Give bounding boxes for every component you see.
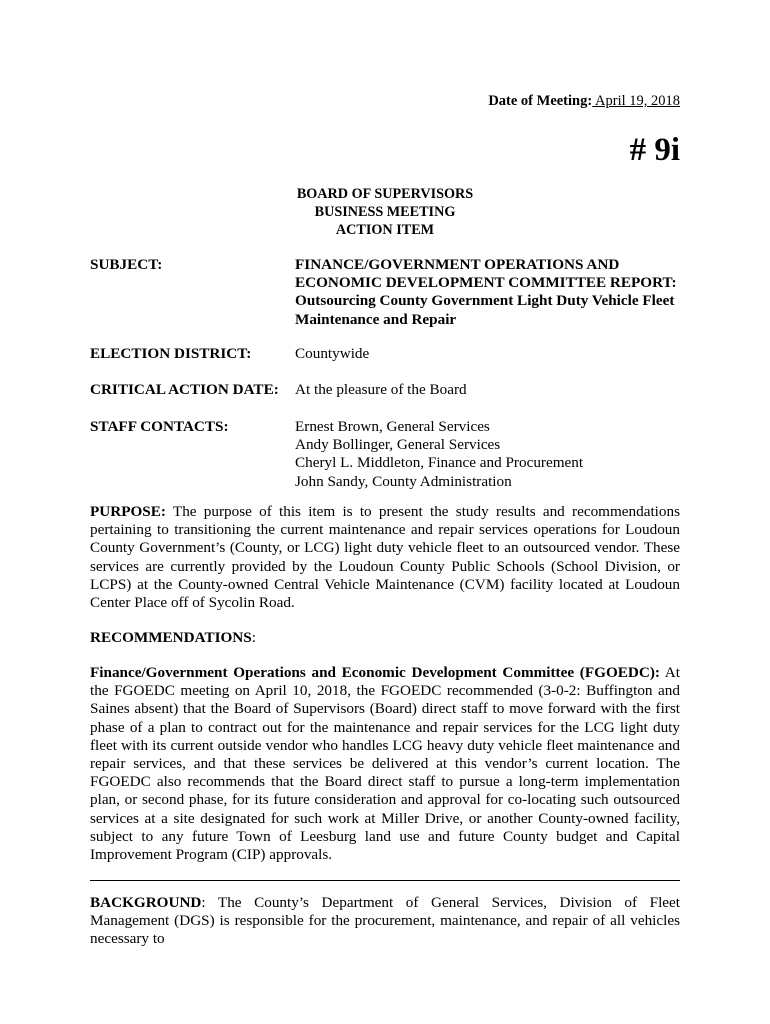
meeting-date [488,92,680,110]
recommendations-text: At the FGOEDC meeting on April 10, 2018, the FGOEDC recommended (3-0-2: Buffington and Saines absent) that the Board of Supervisors (Board) direct staff to move forward with the first phase of a plan to contract out for the maintenance and repair services for the LCG light duty fleet with its current outside vendor who handles LCG heavy duty vehicle fleet maintenance and repair services, and that these services be delivered at this vendor’s current location. The FGOEDC also recommends that the Board direct staff to pursue a long-term implementation plan, or second phase, for its future consideration and approval for co-locating such outsourced services at a site designated for such work at Miller Drive, or another County-owned facility, subject to any future Town of Leesburg land use and future County budget and Capital Improvement Program (CIP) approvals. [90,664,680,864]
subject-row [90,256,680,330]
subject-label: SUBJECT: [90,256,163,273]
staff-contacts-label: STAFF CONTACTS: [90,418,229,435]
background-text: : The County’s Department of General Services, Division of Fleet Management (DGS) is responsible for the procurement, maintenance, and repair of all vehicles necessary to [90,894,680,948]
election-district-row [90,345,680,365]
purpose-paragraph [90,503,680,612]
board-header [295,185,475,239]
meeting-date-value: April 19, 2018 [592,93,680,109]
recommendations-heading [90,629,256,647]
staff-contact: Andy Bollinger, General Services [295,436,501,454]
subject-line: Maintenance and Repair [295,310,457,328]
recommendations-heading-text: RECOMMENDATIONS [90,629,252,646]
section-divider [90,880,680,881]
critical-action-date-value: At the pleasure of the Board [295,381,467,398]
critical-action-date-row [90,381,680,401]
subject-line: Outsourcing County Government Light Duty Vehicle Fleet [295,292,675,310]
staff-contact: John Sandy, County Administration [295,472,512,490]
committee-name: Finance/Government Operations and Economic Development Committee (FGOEDC): [90,664,660,681]
purpose-text: The purpose of this item is to present the study results and recommendations pertaining to transitioning the current maintenance and repair services operations for Loudoun County Government’s (County, or LCG) light duty vehicle fleet to an outsourced vendor. These services are currently provided by the Loudoun County Public Schools (School Division, or LCPS) at the County-owned Central Vehicle Maintenance (CVM) facility located at Loudoun Center Place off of Sycolin Road. [90,503,680,612]
purpose-heading: PURPOSE: [90,503,166,520]
staff-contacts-list [295,418,685,491]
item-type: ACTION ITEM [335,222,435,238]
board-title: BOARD OF SUPERVISORS [296,186,474,202]
election-district-label: ELECTION DISTRICT: [90,345,252,362]
staff-contact: Ernest Brown, General Services [295,418,490,435]
critical-action-date-label: CRITICAL ACTION DATE: [90,381,279,398]
background-paragraph [90,894,680,949]
subject-line: ECONOMIC DEVELOPMENT COMMITTEE REPORT: [295,274,677,292]
subject-value [295,256,685,329]
recommendations-paragraph [90,664,680,864]
subject-line: FINANCE/GOVERNMENT OPERATIONS AND [295,256,620,273]
election-district-value: Countywide [295,345,370,362]
recommendations-heading-colon: : [251,629,256,646]
staff-contacts-row [90,418,680,492]
item-number: # 9i [629,132,680,168]
staff-contact: Cheryl L. Middleton, Finance and Procurement [295,454,584,472]
meeting-type: BUSINESS MEETING [314,204,456,220]
meeting-date-label: Date of Meeting: [488,93,593,109]
background-heading: BACKGROUND [90,894,202,911]
